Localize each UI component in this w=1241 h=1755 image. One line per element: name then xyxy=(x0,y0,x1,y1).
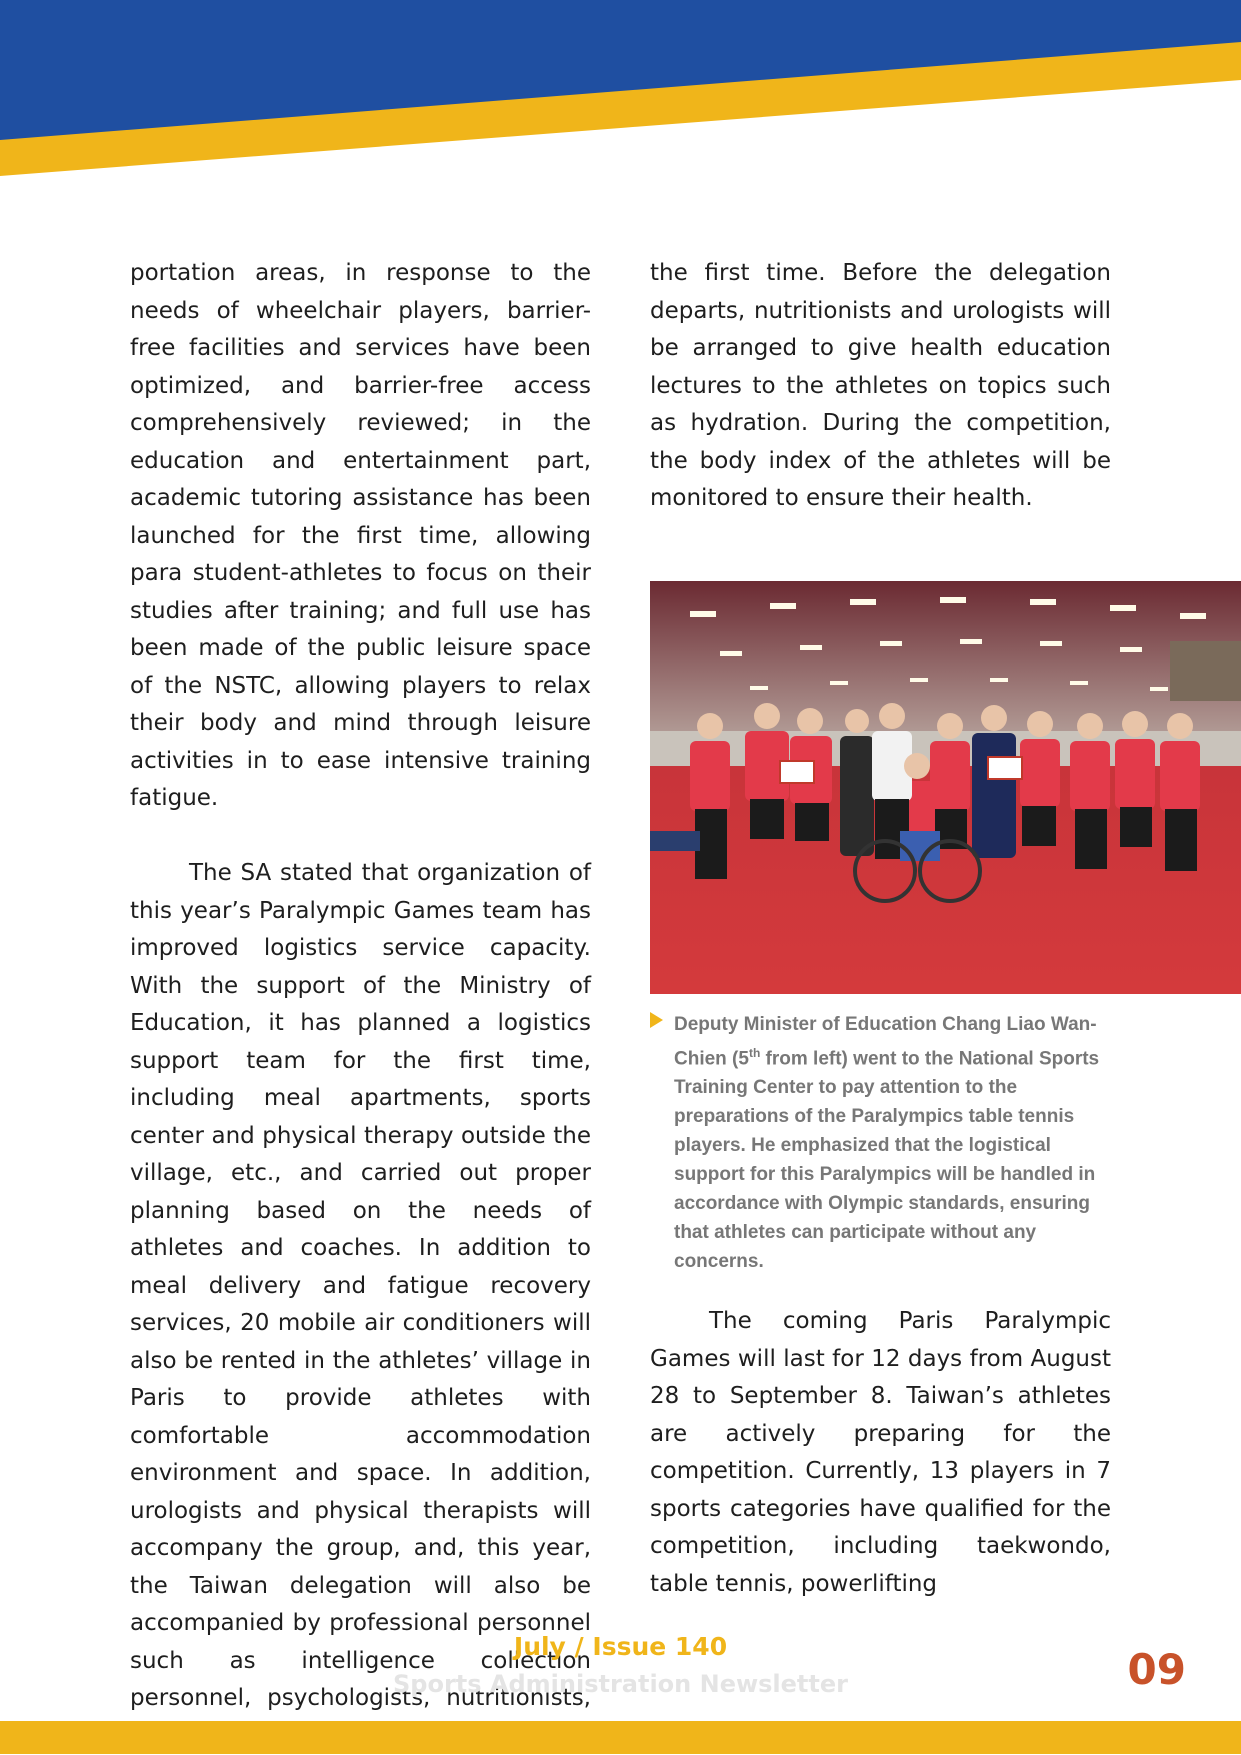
right-column-bottom xyxy=(650,1303,1111,1603)
left-column xyxy=(130,255,591,1755)
caption-text-part-1: Deputy Minister of Education Chang Liao Wan-Chien (5 xyxy=(674,1014,1097,1070)
caption-superscript: th xyxy=(748,1046,761,1060)
caption-arrow-icon xyxy=(650,1012,663,1028)
photo-caption xyxy=(650,1010,1117,1276)
header-band xyxy=(0,0,1241,190)
footer-bar xyxy=(0,1721,1241,1754)
footer-issue: July / Issue 140 xyxy=(513,1632,728,1661)
right-paragraph-1: the first time. Before the delegation departs, nutritionists and urologists will be arranged to give health education lectures to the athletes on topics such as hydration. During the competition, the body index of the athletes will be monitored to ensure their health. xyxy=(650,260,1111,511)
page-number: 09 xyxy=(1127,1645,1186,1694)
team-photo xyxy=(650,581,1241,994)
left-paragraph-1: portation areas, in response to the needs of wheelchair players, barrier-free facilities and services have been optimized, and barrier-free access comprehensively reviewed; in the education and entertainment part, academic tutoring assistance has been launched for the first time, allowing para student-athletes to focus on their studies after training; and full use has been made of the public leisure space of the NSTC, allowing players to relax their body and mind through leisure activities in to ease intensive training fatigue. xyxy=(130,260,591,811)
caption-text-part-2: from left) went to the National Sports Training Center to pay attention to the preparations of the Paralympics table tennis players. He emphasized that the logistical support for this Paralympics will be handled in accordance with Olympic standards, ensuring that athletes can participate without any concerns. xyxy=(674,1048,1100,1273)
right-paragraph-2: The coming Paris Paralympic Games will last for 12 days from August 28 to September 8. Taiwan’s athletes are actively preparing for the competition. Currently, 13 players in 7 sports categories have qualified for the competition, including taekwondo, table tennis, powerlifting xyxy=(650,1308,1111,1597)
team-photo-illustration xyxy=(650,581,1241,994)
right-column-top xyxy=(650,255,1111,518)
photo-caption-text xyxy=(674,1010,1117,1276)
left-paragraph-2: The SA stated that organization of this year’s Paralympic Games team has improved logistics service capacity. With the support of the Ministry of Education, it has planned a logistics support team for the first time, including meal apartments, sports center and physical therapy outside the village, etc., and carried out proper planning based on the needs of athletes and coaches. In addition to meal delivery and fatigue recovery services, 20 mobile air conditioners will also be rented in the athletes’ village in Paris to provide athletes with comfortable accommodation environment and space. In addition, urologists and physical therapists will accompany the group, and, this year, the Taiwan delegation will also be accompanied by professional personnel such as intelligence collection personnel, psychologists, nutritionists, xyxy=(130,860,591,1711)
footer-newsletter-title: Sports Administration Newsletter xyxy=(392,1670,848,1698)
